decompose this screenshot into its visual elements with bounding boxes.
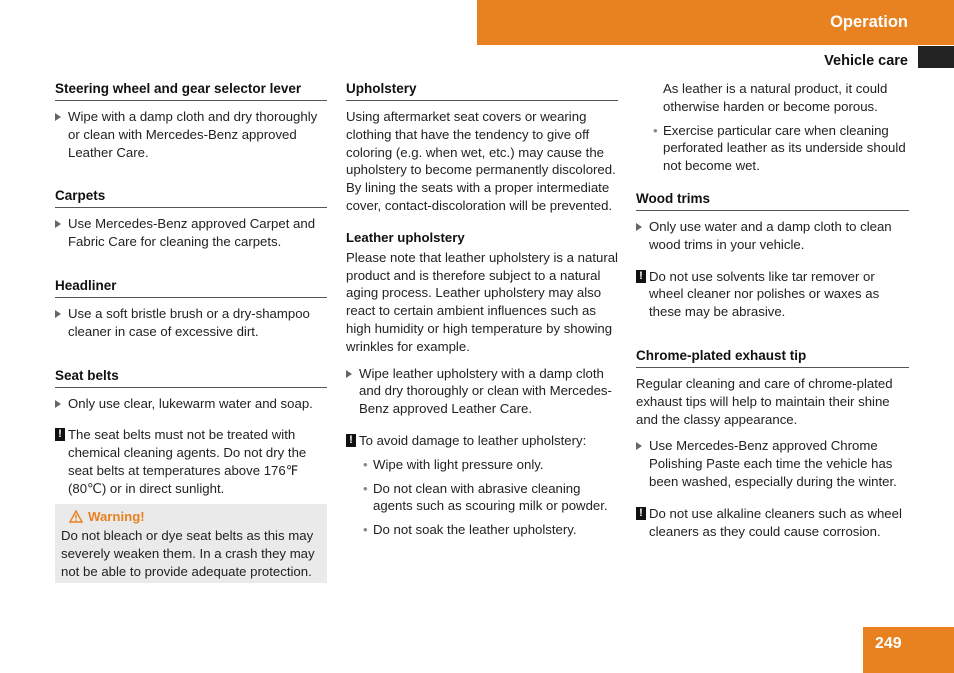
bullet-text: Use Mercedes-Benz approved Carpet and Fabric Care for cleaning the carpets. xyxy=(68,216,316,250)
bullet-text: Use a soft bristle brush or a dry-shampoo cleaner in case of excessive dirt. xyxy=(68,305,310,339)
chrome-text: Regular cleaning and care of chrome-plated exhaust tips will help to maintain their shine and the classy appearance. xyxy=(636,375,893,427)
warning-triangle-icon xyxy=(69,510,83,523)
notice-chrome xyxy=(636,505,909,541)
triangle-right-icon xyxy=(636,223,642,231)
bullet-leather xyxy=(346,365,618,418)
heading-upholstery: Upholstery xyxy=(346,80,618,101)
warning-title: Warning! xyxy=(88,508,145,524)
column-2 xyxy=(346,80,618,545)
notice-wood xyxy=(636,268,909,321)
bullet-seatbelts xyxy=(55,395,327,413)
notice-text: Do not use alkaline cleaners such as wheel cleaners as they could cause corrosion. xyxy=(649,505,902,539)
triangle-right-icon xyxy=(636,442,642,450)
section-title: Operation xyxy=(830,13,908,31)
triangle-right-icon xyxy=(55,400,61,408)
warning-box xyxy=(55,504,327,583)
leather-care-list xyxy=(346,456,618,539)
triangle-right-icon xyxy=(55,113,61,121)
thumb-tab xyxy=(918,46,954,68)
page-number: 249 xyxy=(875,635,902,652)
exclamation-icon: ! xyxy=(346,434,356,447)
list-item: • Do not soak the leather upholstery. xyxy=(363,522,577,538)
middle-dot-icon: • xyxy=(363,480,368,496)
notice-seatbelts xyxy=(55,426,327,497)
column-1 xyxy=(55,80,327,583)
bullet-steering xyxy=(55,108,327,161)
heading-seatbelts: Seat belts xyxy=(55,367,327,388)
list-item: • Do not clean with abrasive cleaning agents such as scouring milk or powder. xyxy=(363,480,608,514)
notice-text: Do not use solvents like tar remover or wheel cleaner nor polishes or waxes as these may be abrasive. xyxy=(649,268,880,320)
exclamation-icon: ! xyxy=(55,428,65,441)
triangle-right-icon xyxy=(55,220,61,228)
heading-carpets: Carpets xyxy=(55,187,327,208)
bullet-wood xyxy=(636,218,909,254)
upholstery-text: Using aftermarket seat covers or wearing clothing that have the tendency to give off coloring (e.g. when wet, etc.) may cause the upholstery to become permanently discolored. By lining the seats with a proper intermediate cover, contact-discoloration will be prevented. xyxy=(346,109,616,213)
header-bar xyxy=(477,0,954,45)
leather-continued-text: As leather is a natural product, it could otherwise harden or become porous. xyxy=(663,81,888,114)
warning-text: Do not bleach or dye seat belts as this may severely weaken them. In a crash they may not be able to provide adequate protection. xyxy=(61,528,315,579)
middle-dot-icon: • xyxy=(363,456,368,472)
leather-text: Please note that leather upholstery is a natural product and is therefore subject to a natural aging process. Leather upholstery may also react to certain ambient influences such as high humidity or high temperature by showing wrinkles for example. xyxy=(346,249,618,354)
exclamation-icon: ! xyxy=(636,507,646,520)
heading-headliner: Headliner xyxy=(55,277,327,298)
bullet-text: Use Mercedes-Benz approved Chrome Polishing Paste each time the vehicle has been washed, especially during the winter. xyxy=(649,438,897,489)
leather-continued-list xyxy=(636,122,909,175)
column-3 xyxy=(636,80,909,540)
heading-leather: Leather upholstery xyxy=(346,229,465,245)
bullet-carpets xyxy=(55,215,327,251)
exclamation-icon: ! xyxy=(636,270,646,283)
triangle-right-icon xyxy=(55,310,61,318)
middle-dot-icon: • xyxy=(653,122,658,138)
subsection-title: Vehicle care xyxy=(824,53,908,69)
bullet-headliner xyxy=(55,305,327,341)
bullet-chrome xyxy=(636,437,909,490)
triangle-right-icon xyxy=(346,370,352,378)
notice-text: To avoid damage to leather upholstery: xyxy=(359,432,587,448)
bullet-text: Wipe leather upholstery with a damp cloth and dry thoroughly or clean with Mercedes-Benz approved Leather Care. xyxy=(359,365,612,417)
notice-text: The seat belts must not be treated with chemical cleaning agents. Do not dry the seat belts at temperatures above 176℉ (80℃) or in direct sunlight. xyxy=(68,427,307,496)
heading-chrome: Chrome-plated exhaust tip xyxy=(636,347,909,368)
warning-heading xyxy=(61,508,321,526)
bullet-text: Only use water and a damp cloth to clean wood trims in your vehicle. xyxy=(649,218,892,252)
list-item: • Wipe with light pressure only. xyxy=(363,456,544,472)
bullet-text: Wipe with a damp cloth and dry thoroughly or clean with Mercedes-Benz approved Leather Care. xyxy=(68,109,318,160)
notice-leather xyxy=(346,432,618,450)
heading-wood: Wood trims xyxy=(636,190,909,211)
page-number-box xyxy=(863,627,954,673)
list-item: • Exercise particular care when cleaning perforated leather as its underside should not become wet. xyxy=(653,122,906,174)
heading-steering: Steering wheel and gear selector lever xyxy=(55,80,327,101)
bullet-text: Only use clear, lukewarm water and soap. xyxy=(68,395,313,411)
middle-dot-icon: • xyxy=(363,522,368,538)
